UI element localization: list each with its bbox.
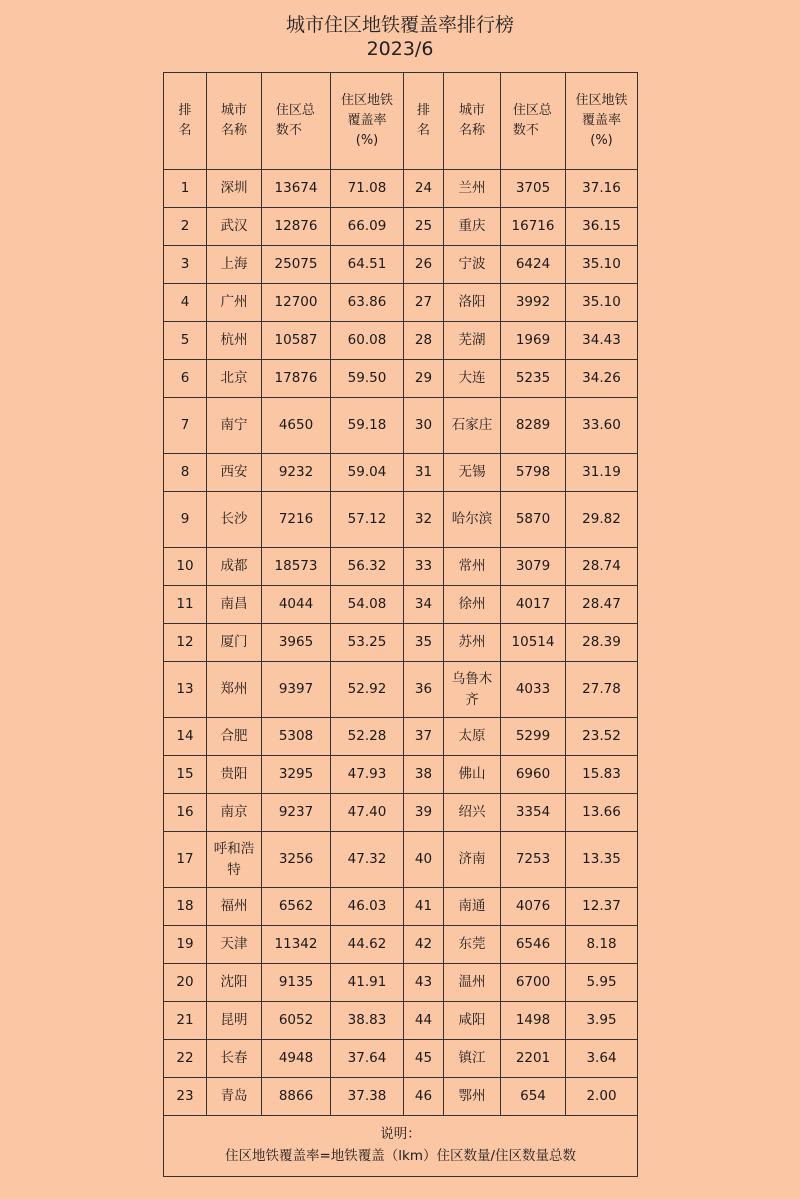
- header-coverage-2: 住区地铁覆盖率(%): [566, 73, 638, 170]
- rank-cell-left: 19: [164, 926, 207, 964]
- rank-cell-right: 32: [404, 492, 444, 548]
- total-cell-left: 7216: [262, 492, 331, 548]
- table-row: [164, 322, 638, 360]
- total-cell-right: 8289: [501, 398, 566, 454]
- city-cell-left: 昆明: [207, 1002, 262, 1040]
- city-cell-right: 太原: [444, 718, 501, 756]
- coverage-cell-right: 3.95: [566, 1002, 638, 1040]
- coverage-cell-right: 37.16: [566, 170, 638, 208]
- note-cell: [164, 1116, 638, 1177]
- rank-cell-left: 13: [164, 662, 207, 718]
- city-cell-right: 哈尔滨: [444, 492, 501, 548]
- rank-cell-right: 28: [404, 322, 444, 360]
- coverage-cell-left: 59.04: [331, 454, 404, 492]
- coverage-cell-right: 12.37: [566, 888, 638, 926]
- rank-cell-left: 6: [164, 360, 207, 398]
- rank-cell-right: 33: [404, 548, 444, 586]
- rank-cell-left: 12: [164, 624, 207, 662]
- header-row: [164, 73, 638, 170]
- city-cell-right: 济南: [444, 832, 501, 888]
- rank-cell-left: 2: [164, 208, 207, 246]
- city-cell-left: 武汉: [207, 208, 262, 246]
- coverage-cell-left: 37.64: [331, 1040, 404, 1078]
- coverage-cell-right: 35.10: [566, 246, 638, 284]
- city-cell-right: 洛阳: [444, 284, 501, 322]
- coverage-cell-right: 34.26: [566, 360, 638, 398]
- table-row: [164, 548, 638, 586]
- page-title: 城市住区地铁覆盖率排行榜: [285, 14, 514, 36]
- total-cell-right: 5235: [501, 360, 566, 398]
- ranking-table: [163, 72, 638, 1177]
- city-cell-right: 苏州: [444, 624, 501, 662]
- city-cell-left: 天津: [207, 926, 262, 964]
- coverage-cell-right: 33.60: [566, 398, 638, 454]
- rank-cell-right: 24: [404, 170, 444, 208]
- total-cell-left: 9232: [262, 454, 331, 492]
- total-cell-right: 2201: [501, 1040, 566, 1078]
- note-formula: 住区地铁覆盖率=地铁覆盖（lkm）住区数量/住区数量总数: [224, 1148, 577, 1164]
- total-cell-left: 18573: [262, 548, 331, 586]
- table-row: [164, 246, 638, 284]
- table-row: [164, 624, 638, 662]
- rank-cell-left: 10: [164, 548, 207, 586]
- coverage-cell-left: 37.38: [331, 1078, 404, 1116]
- rank-cell-right: 45: [404, 1040, 444, 1078]
- rank-cell-left: 8: [164, 454, 207, 492]
- rank-cell-left: 3: [164, 246, 207, 284]
- coverage-cell-left: 63.86: [331, 284, 404, 322]
- table-row: [164, 718, 638, 756]
- total-cell-left: 8866: [262, 1078, 331, 1116]
- coverage-cell-left: 56.32: [331, 548, 404, 586]
- coverage-cell-left: 47.93: [331, 756, 404, 794]
- city-cell-right: 鄂州: [444, 1078, 501, 1116]
- table-row: [164, 888, 638, 926]
- coverage-cell-left: 60.08: [331, 322, 404, 360]
- city-cell-left: 广州: [207, 284, 262, 322]
- total-cell-right: 7253: [501, 832, 566, 888]
- rank-cell-right: 34: [404, 586, 444, 624]
- table-row: [164, 756, 638, 794]
- total-cell-right: 654: [501, 1078, 566, 1116]
- city-cell-left: 福州: [207, 888, 262, 926]
- coverage-cell-left: 53.25: [331, 624, 404, 662]
- table-row: [164, 360, 638, 398]
- table-row: [164, 926, 638, 964]
- total-cell-right: 4033: [501, 662, 566, 718]
- rank-cell-right: 37: [404, 718, 444, 756]
- city-cell-left: 上海: [207, 246, 262, 284]
- city-cell-right: 咸阳: [444, 1002, 501, 1040]
- coverage-cell-right: 28.74: [566, 548, 638, 586]
- rank-cell-left: 4: [164, 284, 207, 322]
- header-rank: 排名: [164, 73, 207, 170]
- coverage-cell-left: 57.12: [331, 492, 404, 548]
- total-cell-right: 16716: [501, 208, 566, 246]
- city-cell-left: 厦门: [207, 624, 262, 662]
- total-cell-right: 3992: [501, 284, 566, 322]
- date-subtitle: 2023/6: [366, 38, 434, 60]
- coverage-cell-right: 28.47: [566, 586, 638, 624]
- table-row: [164, 208, 638, 246]
- coverage-cell-left: 71.08: [331, 170, 404, 208]
- coverage-cell-right: 34.43: [566, 322, 638, 360]
- total-cell-left: 5308: [262, 718, 331, 756]
- city-cell-left: 深圳: [207, 170, 262, 208]
- city-cell-left: 长沙: [207, 492, 262, 548]
- rank-cell-left: 23: [164, 1078, 207, 1116]
- city-cell-left: 沈阳: [207, 964, 262, 1002]
- total-cell-left: 17876: [262, 360, 331, 398]
- total-cell-right: 4076: [501, 888, 566, 926]
- coverage-cell-left: 41.91: [331, 964, 404, 1002]
- coverage-cell-right: 5.95: [566, 964, 638, 1002]
- coverage-cell-right: 31.19: [566, 454, 638, 492]
- city-cell-right: 石家庄: [444, 398, 501, 454]
- table-row: [164, 170, 638, 208]
- total-cell-left: 3295: [262, 756, 331, 794]
- coverage-cell-left: 46.03: [331, 888, 404, 926]
- note-label: 说明：: [380, 1126, 421, 1143]
- rank-cell-right: 35: [404, 624, 444, 662]
- coverage-cell-right: 8.18: [566, 926, 638, 964]
- total-cell-right: 6700: [501, 964, 566, 1002]
- city-cell-left: 北京: [207, 360, 262, 398]
- city-cell-right: 绍兴: [444, 794, 501, 832]
- total-cell-left: 6052: [262, 1002, 331, 1040]
- total-cell-right: 3079: [501, 548, 566, 586]
- coverage-cell-left: 52.28: [331, 718, 404, 756]
- table-row: [164, 454, 638, 492]
- total-cell-left: 4044: [262, 586, 331, 624]
- total-cell-right: 4017: [501, 586, 566, 624]
- rank-cell-right: 43: [404, 964, 444, 1002]
- city-cell-right: 宁波: [444, 246, 501, 284]
- city-cell-right: 温州: [444, 964, 501, 1002]
- coverage-cell-right: 15.83: [566, 756, 638, 794]
- coverage-cell-left: 54.08: [331, 586, 404, 624]
- total-cell-left: 12876: [262, 208, 331, 246]
- coverage-cell-right: 13.66: [566, 794, 638, 832]
- total-cell-right: 6546: [501, 926, 566, 964]
- table-row: [164, 794, 638, 832]
- city-cell-left: 长春: [207, 1040, 262, 1078]
- total-cell-right: 3705: [501, 170, 566, 208]
- total-cell-left: 3256: [262, 832, 331, 888]
- city-cell-right: 重庆: [444, 208, 501, 246]
- rank-cell-right: 44: [404, 1002, 444, 1040]
- city-cell-right: 常州: [444, 548, 501, 586]
- total-cell-right: 6960: [501, 756, 566, 794]
- table-row: [164, 832, 638, 888]
- total-cell-right: 5870: [501, 492, 566, 548]
- city-cell-right: 镇江: [444, 1040, 501, 1078]
- coverage-cell-left: 38.83: [331, 1002, 404, 1040]
- table-row: [164, 586, 638, 624]
- rank-cell-left: 7: [164, 398, 207, 454]
- table-row: [164, 1078, 638, 1116]
- coverage-cell-left: 44.62: [331, 926, 404, 964]
- rank-cell-left: 17: [164, 832, 207, 888]
- coverage-cell-left: 47.40: [331, 794, 404, 832]
- coverage-cell-right: 28.39: [566, 624, 638, 662]
- header-city: 城市名称: [207, 73, 262, 170]
- total-cell-left: 9397: [262, 662, 331, 718]
- total-cell-right: 5299: [501, 718, 566, 756]
- rank-cell-left: 1: [164, 170, 207, 208]
- coverage-cell-left: 59.18: [331, 398, 404, 454]
- table-row: [164, 662, 638, 718]
- total-cell-left: 6562: [262, 888, 331, 926]
- coverage-cell-left: 66.09: [331, 208, 404, 246]
- coverage-cell-left: 52.92: [331, 662, 404, 718]
- total-cell-left: 4948: [262, 1040, 331, 1078]
- table-row: [164, 964, 638, 1002]
- rank-cell-right: 29: [404, 360, 444, 398]
- rank-cell-right: 30: [404, 398, 444, 454]
- city-cell-right: 南通: [444, 888, 501, 926]
- rank-cell-left: 15: [164, 756, 207, 794]
- coverage-cell-right: 13.35: [566, 832, 638, 888]
- total-cell-right: 10514: [501, 624, 566, 662]
- total-cell-left: 9135: [262, 964, 331, 1002]
- city-cell-right: 大连: [444, 360, 501, 398]
- total-cell-right: 5798: [501, 454, 566, 492]
- header-total-2: 住区总数不: [501, 73, 566, 170]
- table-row: [164, 1002, 638, 1040]
- total-cell-left: 13674: [262, 170, 331, 208]
- total-cell-left: 4650: [262, 398, 331, 454]
- city-cell-left: 南昌: [207, 586, 262, 624]
- city-cell-left: 郑州: [207, 662, 262, 718]
- city-cell-right: 兰州: [444, 170, 501, 208]
- city-cell-left: 呼和浩特: [207, 832, 262, 888]
- city-cell-right: 芜湖: [444, 322, 501, 360]
- rank-cell-left: 16: [164, 794, 207, 832]
- total-cell-left: 10587: [262, 322, 331, 360]
- rank-cell-left: 20: [164, 964, 207, 1002]
- rank-cell-right: 31: [404, 454, 444, 492]
- header-total: 住区总数不: [262, 73, 331, 170]
- rank-cell-right: 42: [404, 926, 444, 964]
- total-cell-left: 9237: [262, 794, 331, 832]
- coverage-cell-right: 35.10: [566, 284, 638, 322]
- total-cell-right: 1498: [501, 1002, 566, 1040]
- rank-cell-left: 5: [164, 322, 207, 360]
- city-cell-right: 佛山: [444, 756, 501, 794]
- city-cell-left: 成都: [207, 548, 262, 586]
- coverage-cell-right: 36.15: [566, 208, 638, 246]
- rank-cell-right: 46: [404, 1078, 444, 1116]
- rank-cell-right: 25: [404, 208, 444, 246]
- city-cell-left: 青岛: [207, 1078, 262, 1116]
- rank-cell-left: 14: [164, 718, 207, 756]
- total-cell-left: 3965: [262, 624, 331, 662]
- rank-cell-right: 27: [404, 284, 444, 322]
- total-cell-right: 3354: [501, 794, 566, 832]
- total-cell-left: 12700: [262, 284, 331, 322]
- header-city-2: 城市名称: [444, 73, 501, 170]
- coverage-cell-left: 59.50: [331, 360, 404, 398]
- rank-cell-left: 22: [164, 1040, 207, 1078]
- table-row: [164, 1040, 638, 1078]
- table-row: [164, 492, 638, 548]
- note-row: [164, 1116, 638, 1177]
- coverage-cell-right: 27.78: [566, 662, 638, 718]
- rank-cell-left: 18: [164, 888, 207, 926]
- city-cell-left: 贵阳: [207, 756, 262, 794]
- city-cell-left: 南宁: [207, 398, 262, 454]
- city-cell-right: 东莞: [444, 926, 501, 964]
- rank-cell-right: 38: [404, 756, 444, 794]
- city-cell-left: 南京: [207, 794, 262, 832]
- coverage-cell-right: 29.82: [566, 492, 638, 548]
- coverage-cell-right: 3.64: [566, 1040, 638, 1078]
- rank-cell-left: 21: [164, 1002, 207, 1040]
- total-cell-right: 1969: [501, 322, 566, 360]
- total-cell-left: 25075: [262, 246, 331, 284]
- total-cell-left: 11342: [262, 926, 331, 964]
- rank-cell-left: 11: [164, 586, 207, 624]
- table-row: [164, 284, 638, 322]
- coverage-cell-left: 64.51: [331, 246, 404, 284]
- rank-cell-right: 36: [404, 662, 444, 718]
- rank-cell-left: 9: [164, 492, 207, 548]
- header-coverage: 住区地铁覆盖率(%): [331, 73, 404, 170]
- coverage-cell-left: 47.32: [331, 832, 404, 888]
- city-cell-right: 乌鲁木齐: [444, 662, 501, 718]
- coverage-cell-right: 2.00: [566, 1078, 638, 1116]
- table-row: [164, 398, 638, 454]
- coverage-cell-right: 23.52: [566, 718, 638, 756]
- city-cell-right: 徐州: [444, 586, 501, 624]
- city-cell-left: 合肥: [207, 718, 262, 756]
- rank-cell-right: 40: [404, 832, 444, 888]
- city-cell-right: 无锡: [444, 454, 501, 492]
- rank-cell-right: 41: [404, 888, 444, 926]
- rank-cell-right: 26: [404, 246, 444, 284]
- rank-cell-right: 39: [404, 794, 444, 832]
- total-cell-right: 6424: [501, 246, 566, 284]
- city-cell-left: 杭州: [207, 322, 262, 360]
- header-rank-2: 排名: [404, 73, 444, 170]
- city-cell-left: 西安: [207, 454, 262, 492]
